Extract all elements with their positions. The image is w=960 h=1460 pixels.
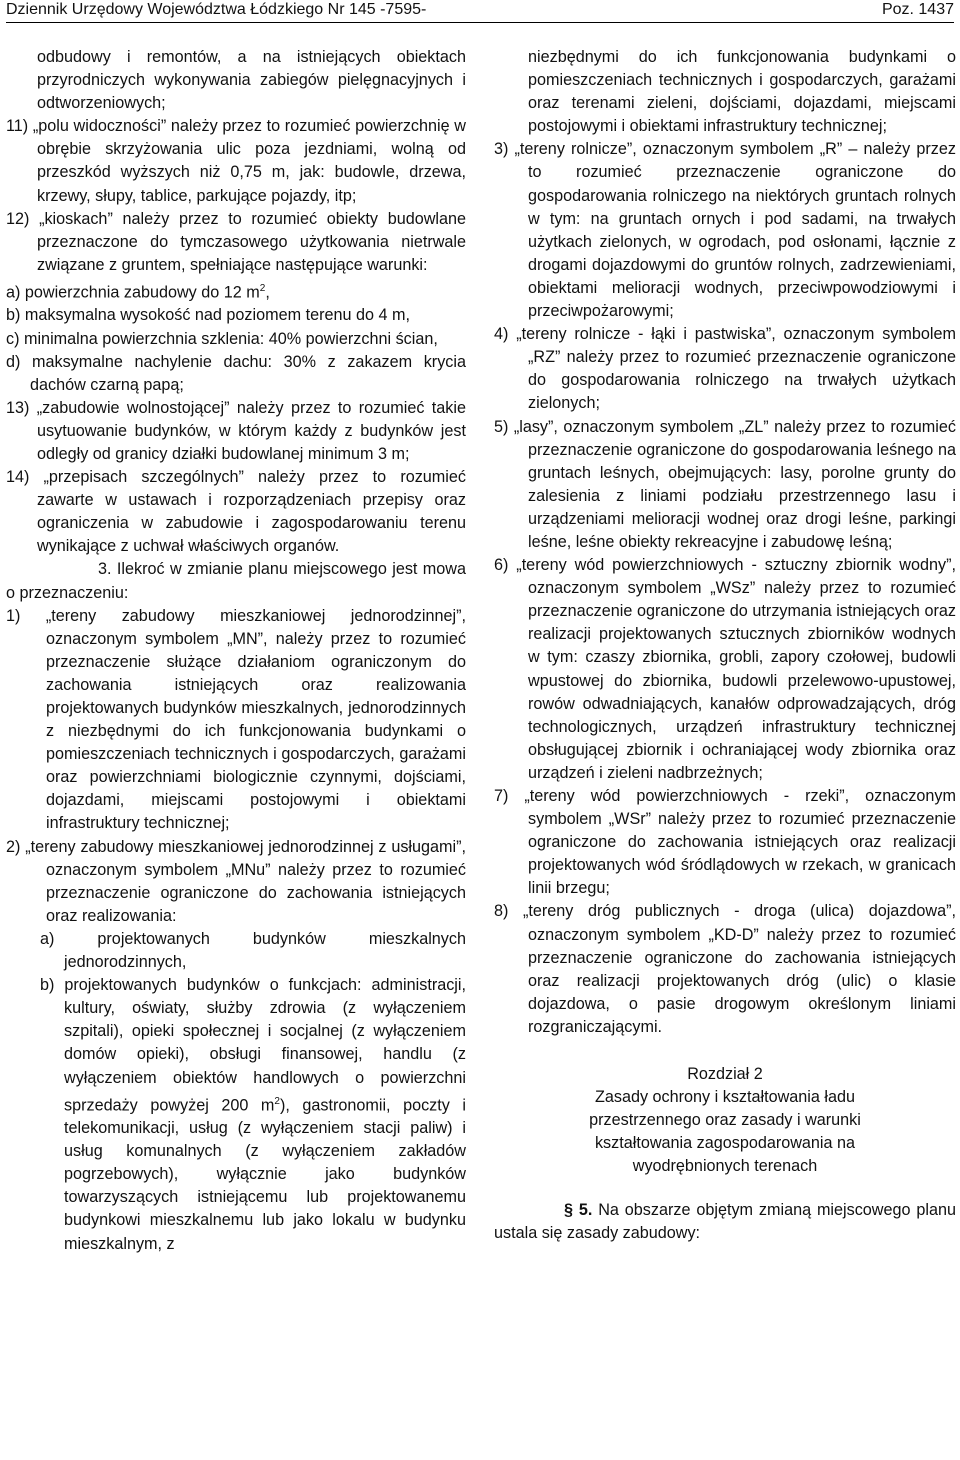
land-use-5: 5) „lasy”, oznaczonym symbolem „ZL” należy przez to rozumieć przeznaczenie ograniczone do gospodarowania leśnego na gruntach leśnych, obejmujących: lasy, porolne grunty do zalesienia z liniami podziału przestrzennego lasu i urządzeniami melioracji wodnej oraz drogi leśne, parkingi leśne, leśne obiekty rekreacyjne i zabudowę leśną; (494, 417, 956, 551)
section-5-label: § 5. (564, 1200, 593, 1219)
paragraph-continuation: odbudowy i remontów, a na istniejących obiektach przyrodniczych wykonywania zabiegów pielęgnacyjnych i odtworzeniowych; (37, 48, 466, 113)
land-use-4: 4) „tereny rolnicze - łąki i pastwiska”, oznaczonym symbolem „RZ” należy przez to rozumieć przeznaczenie ograniczone do gospodarowania rolniczego na trwałych użytkach zielonych; (494, 325, 956, 413)
chapter-title-line: przestrzennego oraz zasady i warunki (589, 1111, 861, 1130)
condition-b: b) maksymalna wysokość nad poziomem terenu do 4 m, (6, 306, 410, 325)
definition-item-14: 14) „przepisach szczególnych” należy przez to rozumieć zawarte w ustawach i rozporządzeniach przepisy oraz ograniczenia w zabudowie i zagospodarowaniu terenu wynikające z uchwał właściwych organów. (6, 468, 466, 556)
condition-c: c) minimalna powierzchnia szklenia: 40% powierzchni ścian, (6, 329, 438, 348)
chapter-title-line: kształtowania zagospodarowania na (594, 1134, 856, 1153)
section-3-intro: 3. Ilekroć w zmianie planu miejscowego jest mowa o przeznaczeniu: (6, 560, 466, 602)
condition-a-end: , (265, 283, 270, 302)
section-5-text: Na obszarze objętym zmianą miejscowego planu ustala się zasady zabudowy: (494, 1200, 956, 1242)
land-use-3: 3) „tereny rolnicze”, oznaczonym symbolem „R” – należy przez to rozumieć przeznaczenie ograniczone do gospodarowania rolniczego na niektórych gruntach rolnych w tym: na gruntach ornych i pod sadami, na trwałych użytkach zielonych, w ogrodach, pod osłonami, łącznie z drogami dojazdowymi do gruntów rolnych, zadrzewieniami, obiektami melioracji wodnych, przeciwpowodziowymi i przeciwpożarowymi; (494, 140, 956, 321)
condition-a (6, 277, 466, 304)
definition-item-11: 11) „polu widoczności” należy przez to rozumieć powierzchnię w obrębie skrzyżowania ulic poza jezdniami, wolną od przeszkód wyższych niż 0,75 m, jak: budowle, drzewa, krzewy, słupy, tablice, parkujące pojazdy, itp; (6, 117, 466, 205)
condition-a-text: a) powierzchnia zabudowy do 12 m (6, 283, 260, 302)
chapter-heading (494, 1063, 956, 1178)
superscript: 2 (259, 282, 266, 294)
chapter-number: Rozdział 2 (687, 1065, 763, 1084)
superscript: 2 (274, 1095, 280, 1107)
land-use-2: 2) „tereny zabudowy mieszkaniowej jednorodzinnej z usługami”, oznaczonym symbolem „MNu” należy przez to rozumieć przeznaczenie ograniczone do zachowania istniejących oraz realizowania: (6, 837, 466, 925)
right-column (494, 46, 956, 1245)
land-use-8: 8) „tereny dróg publicznych - droga (ulica) dojazdowa”, oznaczonym symbolem „KD-D” należy przez to rozumieć przeznaczenie ograniczone do zachowania istniejących oraz realizacji projektowanych dróg (ulic) o klasie dojazdowa, o pasie drogowym określonym liniami rozgraniczającymi. (494, 902, 956, 1036)
paragraph-continuation: niezbędnymi do ich funkcjonowania budynkami o pomieszczeniach technicznych i gospodarczych, garażami oraz terenami zieleni, dojściami, dojazdami, miejscami postojowymi i obiektami infrastruktury technicznej; (528, 48, 956, 136)
land-use-2-b-text: b) projektowanych budynków o funkcjach: administracji, kultury, oświaty, służby zdrowia (z wyłączeniem szpitali), opieki społecznej i socjalnej (z wyłączeniem domów opieki), obsługi finansowej, handlu (z wyłączeniem obiektów handlowych o powierzchni sprzedaży powyżej 200 m (40, 976, 466, 1114)
land-use-2-a: a) projektowanych budynków mieszkalnych jednorodzinnych, (40, 929, 466, 972)
land-use-6: 6) „tereny wód powierzchniowych - sztuczny zbiornik wodny”, oznaczonym symbolem „WSz” należy przez to rozumieć przeznaczenie ograniczone do utrzymania istniejących oraz realizacji projektowanych sztucznych zbiorników wodnych w tym: czaszy zbiornika, grobli, zapory czołowej, budowli wpustowej do zbiornika, budowli przelewowo-upustowej, rowów odwadniających, kanałów odprowadzających, dróg technologicznych, urządzeń infrastruktury technicznej obsługującej zbiornik i ochraniającej wody zbiornika oraz urządzeń i zieleni nadbrzeżnych; (494, 556, 956, 782)
land-use-2-b (6, 974, 466, 1256)
land-use-1: 1) „tereny zabudowy mieszkaniowej jednorodzinnej”, oznaczonym symbolem „MN”, należy przez to rozumieć przeznaczenie służące działaniom ograniczonym do zachowania istniejących oraz realizowania projektowanych budynków mieszkalnych, jednorodzinnych z niezbędnymi do ich funkcjonowania budynkami o pomieszczeniach technicznych i gospodarczych, garażami oraz powierzchniami biologicznie czynnymi, dojściami, dojazdami, miejscami postojowymi i obiektami infrastruktury technicznej; (6, 606, 466, 833)
position-number: Poz. 1437 (881, 1, 954, 18)
land-use-7: 7) „tereny wód powierzchniowych - rzeki”, oznaczonym symbolem „WSr” należy przez to rozumieć przeznaczenie ograniczone do zachowania istniejących oraz realizacji projektowanych wód śródlądowych w rzekach, w granicach linii brzegu; (494, 787, 956, 898)
journal-title: Dziennik Urzędowy Województwa Łódzkiego Nr 145 -7595- (6, 1, 427, 18)
land-use-2-b-rest: ), gastronomii, poczty i telekomunikacji, usług (z wyłączeniem stacji paliw) i usług komunalnych (z wyłączeniem zakładów pogrzebowych), wyłącznie jako budynków towarzyszących istniejącemu lub projektowanemu budynkowi mieszkalnemu lub jako lokalu w budynku mieszkalnym, z (64, 1096, 466, 1253)
section-5 (494, 1199, 956, 1245)
condition-d: d) maksymalne nachylenie dachu: 30% z zakazem krycia dachów czarną papą; (6, 352, 466, 394)
definition-item-12: 12) „kioskach” należy przez to rozumieć obiekty budowlane przeznaczone do tymczasowego użytkowania nietrwale związane z gruntem, spełniające następujące warunki: (6, 209, 466, 274)
definition-item-13: 13) „zabudowie wolnostojącej” należy przez to rozumieć takie usytuowanie budynków, w którym każdy z budynków jest odległy od granicy działki budowlanej minimum 3 m; (6, 398, 466, 463)
left-column (6, 46, 466, 1256)
page-header (6, 0, 954, 23)
chapter-title-line: Zasady ochrony i kształtowania ładu (594, 1088, 856, 1107)
chapter-title-line: wyodrębnionych terenach (632, 1157, 818, 1176)
